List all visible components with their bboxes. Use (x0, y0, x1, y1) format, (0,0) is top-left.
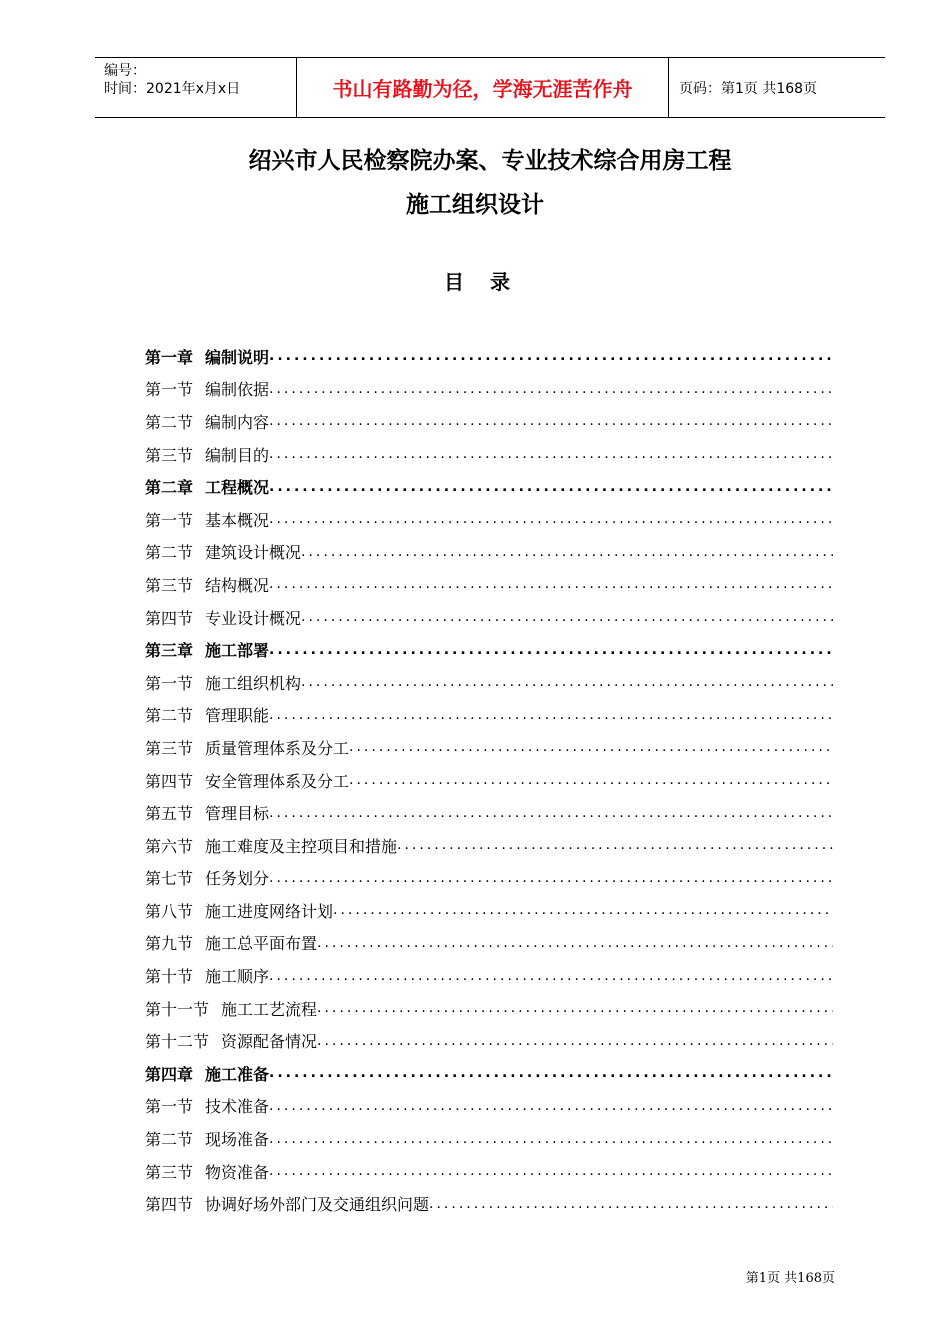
toc-section[interactable] (145, 373, 833, 406)
toc-section[interactable] (145, 1024, 833, 1057)
toc-title: 施工工艺流程 (221, 999, 318, 1019)
toc-title: 管理目标 (205, 804, 270, 824)
toc-title: 现场准备 (205, 1130, 270, 1150)
toc-dot-leader (301, 609, 833, 625)
table-of-contents (145, 340, 833, 1220)
toc-section[interactable] (145, 927, 833, 960)
toc-dot-leader (317, 1000, 833, 1016)
toc-number: 第一节 (145, 673, 194, 693)
toc-chapter[interactable] (145, 633, 833, 666)
page-header (95, 57, 885, 118)
toc-number: 第三章 (145, 641, 194, 661)
toc-dot-leader (269, 413, 833, 429)
contents-heading: 目录 (444, 270, 536, 294)
toc-dot-leader (269, 381, 833, 397)
toc-dot-leader (317, 1033, 833, 1049)
toc-number: 第五节 (145, 804, 194, 824)
toc-number: 第四节 (145, 608, 194, 628)
toc-section[interactable] (145, 992, 833, 1025)
toc-section[interactable] (145, 568, 833, 601)
toc-title: 任务划分 (205, 869, 270, 889)
toc-number: 第四节 (145, 771, 194, 791)
toc-dot-leader (269, 511, 833, 527)
toc-number: 第一章 (145, 347, 194, 367)
header-motto: 书山有路勤为径，学海无涯苦作舟 (297, 58, 669, 117)
document-title: 绍兴市人民检察院办案、专业技术综合用房工程 (248, 148, 732, 174)
toc-number: 第一节 (145, 380, 194, 400)
toc-dot-leader (349, 772, 833, 788)
toc-dot-leader (301, 674, 833, 690)
toc-section[interactable] (145, 405, 833, 438)
toc-number: 第二节 (145, 1130, 194, 1150)
toc-section[interactable] (145, 1122, 833, 1155)
toc-title: 物资准备 (205, 1162, 270, 1182)
toc-dot-leader (269, 707, 833, 723)
toc-title: 资源配备情况 (221, 1032, 318, 1052)
toc-title: 安全管理体系及分工 (205, 771, 350, 791)
toc-number: 第三节 (145, 445, 194, 465)
toc-number: 第七节 (145, 869, 194, 889)
toc-number: 第八节 (145, 901, 194, 921)
toc-section[interactable] (145, 796, 833, 829)
toc-section[interactable] (145, 959, 833, 992)
toc-title: 管理职能 (205, 706, 270, 726)
toc-number: 第一节 (145, 510, 194, 530)
toc-title: 工程概况 (205, 478, 270, 498)
toc-dot-leader (269, 805, 833, 821)
toc-number: 第三节 (145, 1162, 194, 1182)
toc-dot-leader (349, 739, 833, 755)
toc-number: 第三节 (145, 738, 194, 758)
toc-title: 编制内容 (205, 412, 270, 432)
toc-section[interactable] (145, 503, 833, 536)
toc-section[interactable] (145, 829, 833, 862)
toc-number: 第九节 (145, 934, 194, 954)
toc-title: 建筑设计概况 (205, 543, 302, 563)
toc-dot-leader (269, 1098, 833, 1114)
toc-number: 第二节 (145, 543, 194, 563)
document-subtitle: 施工组织设计 (406, 192, 544, 218)
toc-number: 第二节 (145, 706, 194, 726)
toc-section[interactable] (145, 666, 833, 699)
toc-dot-leader (269, 1131, 833, 1147)
toc-section[interactable] (145, 1187, 833, 1220)
toc-title: 施工顺序 (205, 967, 270, 987)
toc-title: 协调好场外部门及交通组织问题 (205, 1195, 430, 1215)
toc-section[interactable] (145, 536, 833, 569)
toc-title: 结构概况 (205, 575, 270, 595)
toc-number: 第四节 (145, 1195, 194, 1215)
serial-label: 编号： (104, 63, 146, 79)
toc-dot-leader (269, 1065, 833, 1081)
toc-dot-leader (269, 870, 833, 886)
toc-title: 质量管理体系及分工 (205, 738, 350, 758)
toc-section[interactable] (145, 862, 833, 895)
toc-number: 第三节 (145, 575, 194, 595)
toc-dot-leader (269, 1163, 833, 1179)
toc-title: 编制说明 (205, 347, 270, 367)
toc-title: 施工组织机构 (205, 673, 302, 693)
toc-section[interactable] (145, 1155, 833, 1188)
time-label: 时间：2021年x月x日 (104, 81, 241, 97)
toc-chapter[interactable] (145, 1057, 833, 1090)
toc-dot-leader (269, 446, 833, 462)
toc-dot-leader (269, 348, 833, 364)
toc-title: 基本概况 (205, 510, 270, 530)
toc-number: 第一节 (145, 1097, 194, 1117)
toc-dot-leader (397, 837, 833, 853)
toc-title: 编制依据 (205, 380, 270, 400)
toc-title: 施工部署 (205, 641, 270, 661)
toc-number: 第十一节 (145, 999, 210, 1019)
toc-number: 第十二节 (145, 1032, 210, 1052)
toc-section[interactable] (145, 601, 833, 634)
toc-chapter[interactable] (145, 470, 833, 503)
toc-number: 第四章 (145, 1064, 194, 1084)
toc-section[interactable] (145, 699, 833, 732)
toc-section[interactable] (145, 764, 833, 797)
toc-title: 专业设计概况 (205, 608, 302, 628)
toc-number: 第六节 (145, 836, 194, 856)
header-meta (95, 58, 297, 117)
toc-dot-leader (333, 902, 833, 918)
toc-dot-leader (317, 935, 833, 951)
toc-section[interactable] (145, 438, 833, 471)
header-page-number: 页码：第1页 共168页 (679, 80, 818, 97)
toc-title: 技术准备 (205, 1097, 270, 1117)
toc-section[interactable] (145, 731, 833, 764)
toc-title: 施工准备 (205, 1064, 270, 1084)
toc-dot-leader (269, 642, 833, 658)
toc-dot-leader (429, 1196, 833, 1212)
toc-title: 施工进度网络计划 (205, 901, 334, 921)
toc-dot-leader (269, 479, 833, 495)
toc-title: 施工总平面布置 (205, 934, 318, 954)
toc-section[interactable] (145, 1090, 833, 1123)
toc-section[interactable] (145, 894, 833, 927)
page-footer: 第1页 共168页 (745, 1271, 835, 1286)
toc-dot-leader (269, 576, 833, 592)
toc-number: 第二章 (145, 478, 194, 498)
toc-title: 编制目的 (205, 445, 270, 465)
toc-dot-leader (269, 968, 833, 984)
toc-number: 第二节 (145, 412, 194, 432)
toc-title: 施工难度及主控项目和措施 (205, 836, 398, 856)
toc-dot-leader (301, 544, 833, 560)
toc-number: 第十节 (145, 967, 194, 987)
toc-chapter[interactable] (145, 340, 833, 373)
